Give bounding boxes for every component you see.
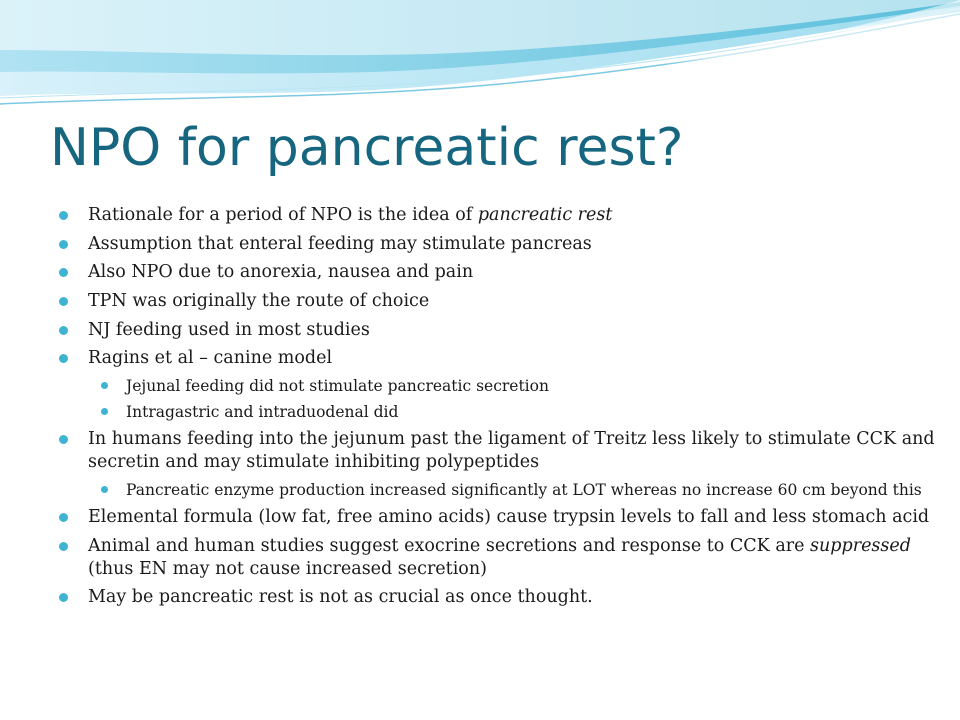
bullet-dot-icon [59,354,68,363]
bullet-text: Jejunal feeding did not stimulate pancreatic secretion [126,377,549,396]
bullet-dot-icon [59,593,68,602]
bullet-text: In humans feeding into the jejunum past the ligament of Treitz less likely to stimulate CCK and secretin and may stimulate inhibiting polypeptides [88,429,935,473]
bullet-item [56,347,936,370]
bullet-dot-icon [59,211,68,220]
bullet-text: TPN was originally the route of choice [88,291,430,312]
bullet-text-after: (thus EN may not cause increased secretion) [88,558,487,579]
bullet-dot-icon [59,297,68,306]
bullet-list [56,204,936,615]
sub-bullet-dot-icon [101,382,108,389]
bullet-dot-icon [59,326,68,335]
bullet-item [56,428,936,474]
bullet-dot-icon [59,542,68,551]
bullet-item [56,506,936,529]
bullet-item [56,535,936,581]
bullet-dot-icon [59,268,68,277]
sub-bullet-item [56,376,936,396]
bullet-text: Pancreatic enzyme production increased significantly at LOT whereas no increase 60 cm beyond this [126,480,922,499]
bullet-text: NJ feeding used in most studies [88,319,370,340]
bullet-dot-icon [59,513,68,522]
bullet-item [56,586,936,609]
bullet-text: Intragastric and intraduodenal did [126,403,399,422]
header-wave-decoration [0,0,960,120]
bullet-text: Ragins et al – canine model [88,348,333,369]
bullet-emphasis: suppressed [810,535,911,556]
sub-bullet-item [56,480,936,500]
sub-bullet-dot-icon [101,408,108,415]
bullet-item [56,261,936,284]
bullet-emphasis: pancreatic rest [477,205,613,225]
bullet-dot-icon [59,240,68,249]
bullet-text: Elemental formula (low fat, free amino acids) cause trypsin levels to fall and less stomach acid [88,506,930,527]
bullet-dot-icon [59,435,68,444]
bullet-text: Also NPO due to anorexia, nausea and pain [88,262,474,283]
bullet-text: Rationale for a period of NPO is the idea of [88,205,478,225]
bullet-item [56,319,936,342]
bullet-item [56,204,936,227]
bullet-text: Assumption that enteral feeding may stimulate pancreas [88,233,592,254]
slide-title: NPO for pancreatic rest? [50,118,684,178]
sub-bullet-item [56,402,936,422]
bullet-text: May be pancreatic rest is not as crucial as once thought. [88,587,593,608]
bullet-text: Animal and human studies suggest exocrine secretions and response to CCK are [88,535,811,556]
sub-bullet-dot-icon [101,486,108,493]
bullet-item [56,290,936,313]
bullet-item [56,233,936,256]
